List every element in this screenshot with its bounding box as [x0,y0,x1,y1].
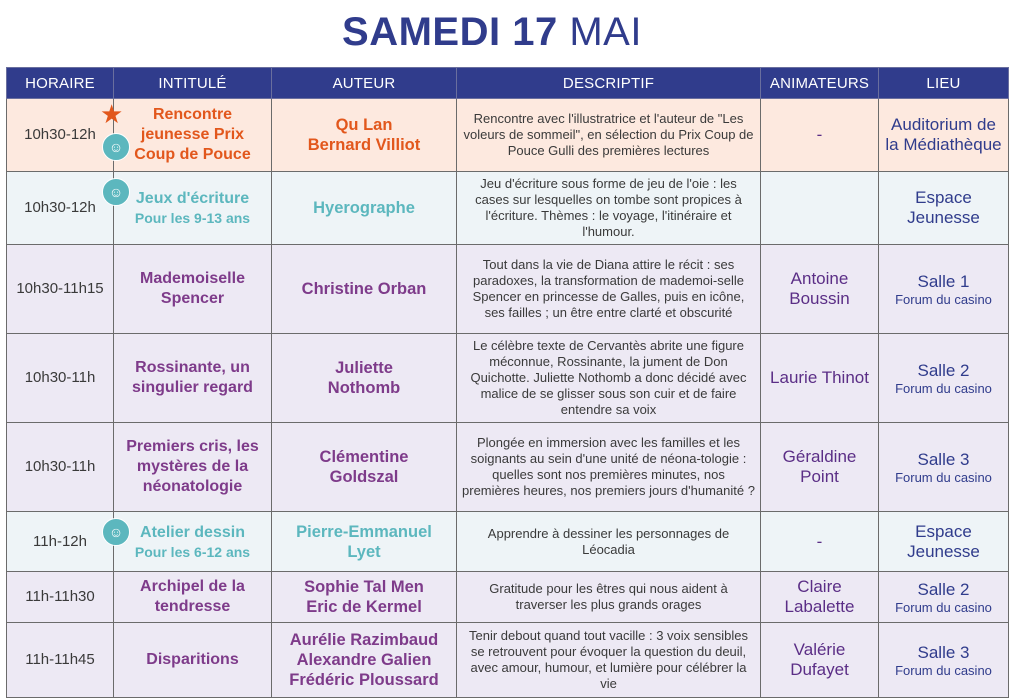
event-title: Disparitions [146,651,239,668]
author-name: Pierre-Emmanuel [296,522,432,541]
author-name: Qu Lan [335,116,393,134]
lieu-name: Espace Jeunesse [907,188,980,227]
event-title: Archipel de la tendresse [140,578,245,615]
author-name: Eric de Kermel [306,598,422,616]
animateur-cell: Claire Labalette [761,572,879,623]
table-header-row [7,68,1009,99]
lieu-name: Salle 3 [917,449,970,469]
lieu-name: Espace Jeunesse [907,521,980,561]
author-cell [272,623,457,698]
author-cell [272,99,457,172]
title-cell [114,623,272,698]
table-row [7,423,1009,512]
lieu-cell [879,334,1009,423]
author-name: Nothomb [327,379,401,397]
program-table [6,67,1009,698]
animateur-cell: Antoine Boussin [761,245,879,334]
lieu-cell [879,572,1009,623]
title-cell [114,572,272,623]
lieu-cell [879,245,1009,334]
time-cell: 11h-11h30 [7,572,114,623]
author-cell [272,512,457,572]
title-cell [114,245,272,334]
table-row [7,623,1009,698]
child-face-icon: ☺ [102,178,130,206]
description-cell: Tenir debout quand tout vacille : 3 voix sensibles se retrouvent pour évoquer la question du deuil, avec amour, humour, et lumière pour célébrer la vie [457,623,761,698]
event-audience: Pour les 9-13 ans [134,210,251,226]
animateur-cell: Laurie Thinot [761,334,879,423]
author-cell [272,334,457,423]
header-auteur: AUTEUR [272,68,457,99]
time-cell: 11h-11h45 [7,623,114,698]
author-name: Clémentine [319,448,409,466]
header-descriptif: DESCRIPTIF [457,68,761,99]
title-cell [108,172,272,245]
animateur-cell: Géraldine Point [761,423,879,512]
lieu-cell [879,172,1009,245]
child-face-icon: ☺ [102,133,130,161]
lieu-detail: Forum du casino [895,469,992,485]
event-title: Atelier dessin [140,523,245,541]
table-row [7,572,1009,623]
time-cell: 10h30-11h [7,334,114,423]
author-name: Hyerographe [313,199,415,217]
lieu-detail: Forum du casino [895,291,992,307]
star-icon: ★ [100,99,124,129]
page-title [0,8,984,56]
time-cell: 11h-12h [7,512,114,572]
event-title: Premiers cris, les mystères de la néonatologie [126,438,259,495]
time-cell: 10h30-12h [7,99,114,172]
animateur-cell: - [761,512,879,572]
animateur-cell [761,172,879,245]
table-row [7,512,1009,572]
lieu-cell [879,423,1009,512]
author-name: Aurélie Razimbaud [289,631,439,649]
author-name: Sophie Tal Men [304,578,424,596]
description-cell: Plongée en immersion avec les familles et les soignants au sein d'une unité de néona-tologie : quelles sont nos premières minutes, nos premières heures, nos premiers jours d'humanité ? [457,423,761,512]
time-cell: 10h30-12h [7,172,114,245]
lieu-name: Salle 2 [917,579,970,599]
program-body [7,99,1009,698]
page-title-day: SAMEDI 17 [342,10,558,54]
lieu-detail: Forum du casino [895,662,992,678]
event-title: Jeux d'écriture [135,190,250,207]
author-name: Christine Orban [301,280,427,298]
description-cell: Gratitude pour les êtres qui nous aident à traverser les plus grands orages [457,572,761,623]
animateur-cell: Valérie Dufayet [761,623,879,698]
lieu-name: Salle 1 [917,271,970,291]
description-cell: Rencontre avec l'illustratrice et l'auteur de "Les voleurs de sommeil", en sélection du Prix Coup de Pouce Gulli des premières lectures [457,99,761,172]
child-face-icon: ☺ [102,518,130,546]
table-row [7,334,1009,423]
description-cell: Tout dans la vie de Diana attire le récit : ses paradoxes, la transformation de mademoi-selle Spencer en princesse de Galles, puis en icône, ses failles ; un être entre clarté et obscurité [457,245,761,334]
lieu-cell [879,623,1009,698]
time-cell: 10h30-11h [7,423,114,512]
author-name: Frédéric Ploussard [289,671,439,689]
header-lieu: LIEU [879,68,1009,99]
table-row [7,245,1009,334]
event-title: Rencontre jeunesse Prix Coup de Pouce [134,106,251,163]
author-cell [272,172,457,245]
author-name: Goldszal [329,468,399,486]
lieu-cell [879,99,1009,172]
lieu-name: Salle 3 [917,642,970,662]
lieu-name: Auditorium de la Médiathèque [885,115,1002,154]
lieu-detail: Forum du casino [895,599,992,615]
lieu-detail: Forum du casino [895,380,992,396]
description-cell: Apprendre à dessiner les personnages de Léocadia [457,512,761,572]
time-cell: 10h30-11h15 [7,245,114,334]
table-row [7,172,1009,245]
event-audience: Pour les 6-12 ans [134,543,251,560]
lieu-cell [879,512,1009,572]
lieu-name: Salle 2 [917,360,970,380]
author-name: Juliette [335,359,393,377]
author-cell [272,423,457,512]
header-horaire: HORAIRE [7,68,114,99]
title-cell [100,99,272,172]
page-title-month: MAI [569,10,642,54]
table-row [7,99,1009,172]
title-cell [108,512,272,572]
header-intitule: INTITULÉ [114,68,272,99]
description-cell: Le célèbre texte de Cervantès abrite une figure méconnue, Rossinante, la jument de Don Quichotte. Juliette Nothomb a donc décidé avec malice de se glisser sous son cuir et de faire entendre sa voix [457,334,761,423]
author-cell [272,245,457,334]
author-name: Alexandre Galien [296,651,432,669]
header-animateurs: ANIMATEURS [761,68,879,99]
event-title: Mademoiselle Spencer [140,270,245,307]
title-cell [114,423,272,512]
author-name: Bernard Villiot [307,136,421,154]
animateur-cell: - [761,99,879,172]
title-cell [114,334,272,423]
description-cell: Jeu d'écriture sous forme de jeu de l'oie : les cases sur lesquelles on tombe sont propices à l'écriture. Thèmes : le voyage, l'itinéraire et l'humour. [457,172,761,245]
author-name: Lyet [347,542,381,561]
author-cell [272,572,457,623]
event-title: Rossinante, un singulier regard [132,359,253,396]
